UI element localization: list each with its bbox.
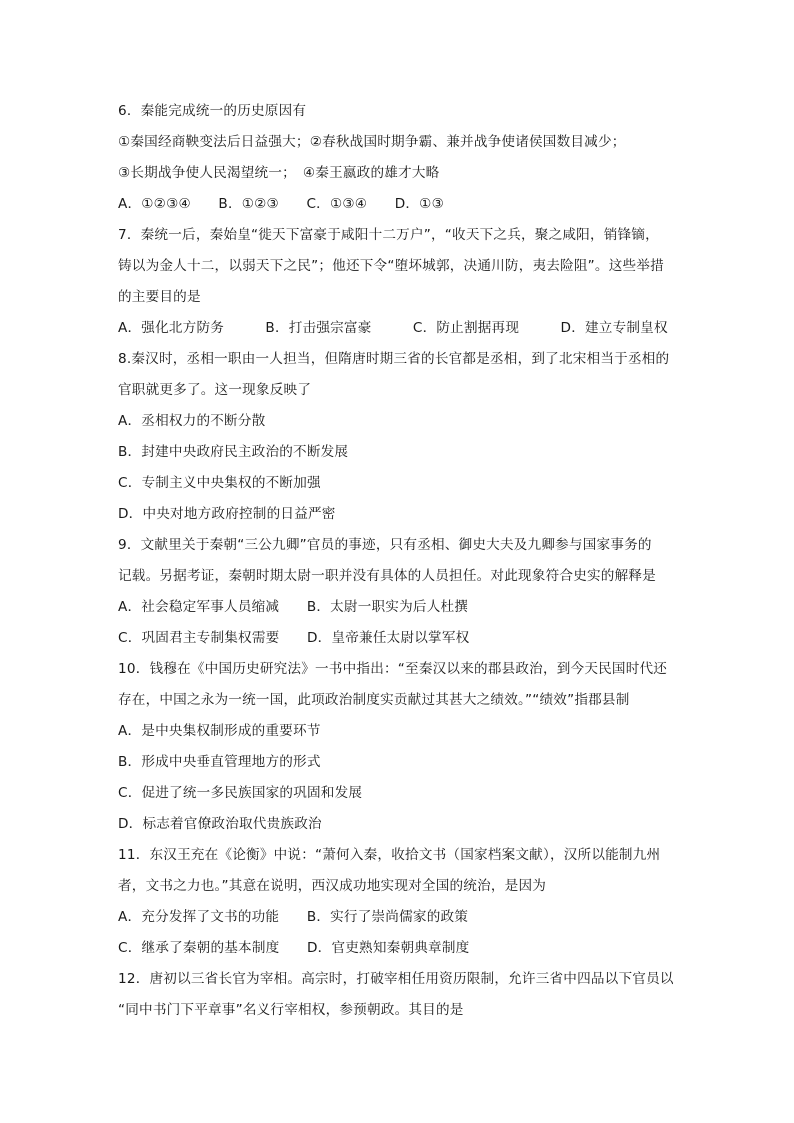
answer-options-cd: C．继承了秦朝的基本制度 D．官吏熟知秦朝典章制度 bbox=[118, 940, 470, 956]
answer-options-cd: C．巩固君主专制集权需要 D．皇帝兼任太尉以掌军权 bbox=[118, 630, 470, 646]
answer-options: A．①②③④ B．①②③ C．①③④ D．①③ bbox=[118, 196, 444, 212]
document-page bbox=[118, 96, 688, 1026]
answer-option-b: B．形成中央垂直管理地方的形式 bbox=[118, 754, 321, 770]
question-12 bbox=[118, 964, 688, 1026]
answer-option-b: B．封建中央政府民主政治的不断发展 bbox=[118, 444, 349, 460]
question-text-line: 官职就更多了。这一现象反映了 bbox=[118, 382, 312, 398]
answer-option-d: D．标志着官僚政治取代贵族政治 bbox=[118, 816, 322, 832]
answer-options-ab: A．社会稳定军事人员缩减 B．太尉一职实为后人杜撰 bbox=[118, 599, 469, 615]
answer-option-d: D．中央对地方政府控制的日益严密 bbox=[118, 506, 336, 522]
question-11 bbox=[118, 840, 688, 964]
question-8 bbox=[118, 344, 688, 530]
question-text-line: 铸以为金人十二，以弱天下之民”；他还下令“堕坏城郭，决通川防，夷去险阻”。这些举措 bbox=[118, 258, 664, 274]
question-text-line: 6．秦能完成统一的历史原因有 bbox=[118, 103, 307, 119]
answer-option-a: A．是中央集权制形成的重要环节 bbox=[118, 723, 321, 739]
answer-options-ab: A．充分发挥了文书的功能 B．实行了崇尚儒家的政策 bbox=[118, 909, 469, 925]
question-text-line: 8.秦汉时，丞相一职由一人担当，但隋唐时期三省的长官都是丞相，到了北宋相当于丞相的 bbox=[118, 351, 670, 367]
question-text-line: 7．秦统一后，秦始皇“徙天下富豪于咸阳十二万户”，“收天下之兵，聚之咸阳，销锋镝， bbox=[118, 227, 659, 243]
answer-option-c: C．促进了统一多民族国家的巩固和发展 bbox=[118, 785, 363, 801]
question-text-line: “同中书门下平章事”名义行宰相权，参预朝政。其目的是 bbox=[118, 1002, 464, 1018]
question-7 bbox=[118, 220, 688, 344]
question-text-line: ③长期战争使人民渴望统一； ④秦王嬴政的雄才大略 bbox=[118, 165, 440, 181]
question-text-line: 的主要目的是 bbox=[118, 289, 201, 305]
question-6 bbox=[118, 96, 688, 220]
question-9 bbox=[118, 530, 688, 654]
question-text-line: 存在，中国之永为一统一国，此项政治制度实贡献过其甚大之绩效。”“绩效”指郡县制 bbox=[118, 692, 630, 708]
question-text-line: 10．钱穆在《中国历史研究法》一书中指出：“至秦汉以来的郡县政治，到今天民国时代还 bbox=[118, 661, 668, 677]
question-text-line: 记载。另据考证，秦朝时期太尉一职并没有具体的人员担任。对此现象符合史实的解释是 bbox=[118, 568, 656, 584]
question-text-line: ①秦国经商鞅变法后日益强大；②春秋战国时期争霸、兼并战争使诸侯国数目减少； bbox=[118, 134, 626, 150]
question-text-line: 11．东汉王充在《论衡》中说：“萧何入秦，收拾文书（国家档案文献），汉所以能制九州 bbox=[118, 847, 661, 863]
answer-option-a: A．丞相权力的不断分散 bbox=[118, 413, 266, 429]
answer-option-c: C．专制主义中央集权的不断加强 bbox=[118, 475, 321, 491]
question-text-line: 者，文书之力也。”其意在说明，西汉成功地实现对全国的统治，是因为 bbox=[118, 878, 547, 894]
question-text-line: 9．文献里关于秦朝“三公九卿”官员的事迹，只有丞相、御史大夫及九卿参与国家事务的 bbox=[118, 537, 652, 553]
answer-options: A．强化北方防务 B．打击强宗富豪 C．防止割据再现 D．建立专制皇权 bbox=[118, 320, 668, 336]
question-10 bbox=[118, 654, 688, 840]
question-text-line: 12．唐初以三省长官为宰相。高宗时，打破宰相任用资历限制，允许三省中四品以下官员以 bbox=[118, 971, 674, 987]
